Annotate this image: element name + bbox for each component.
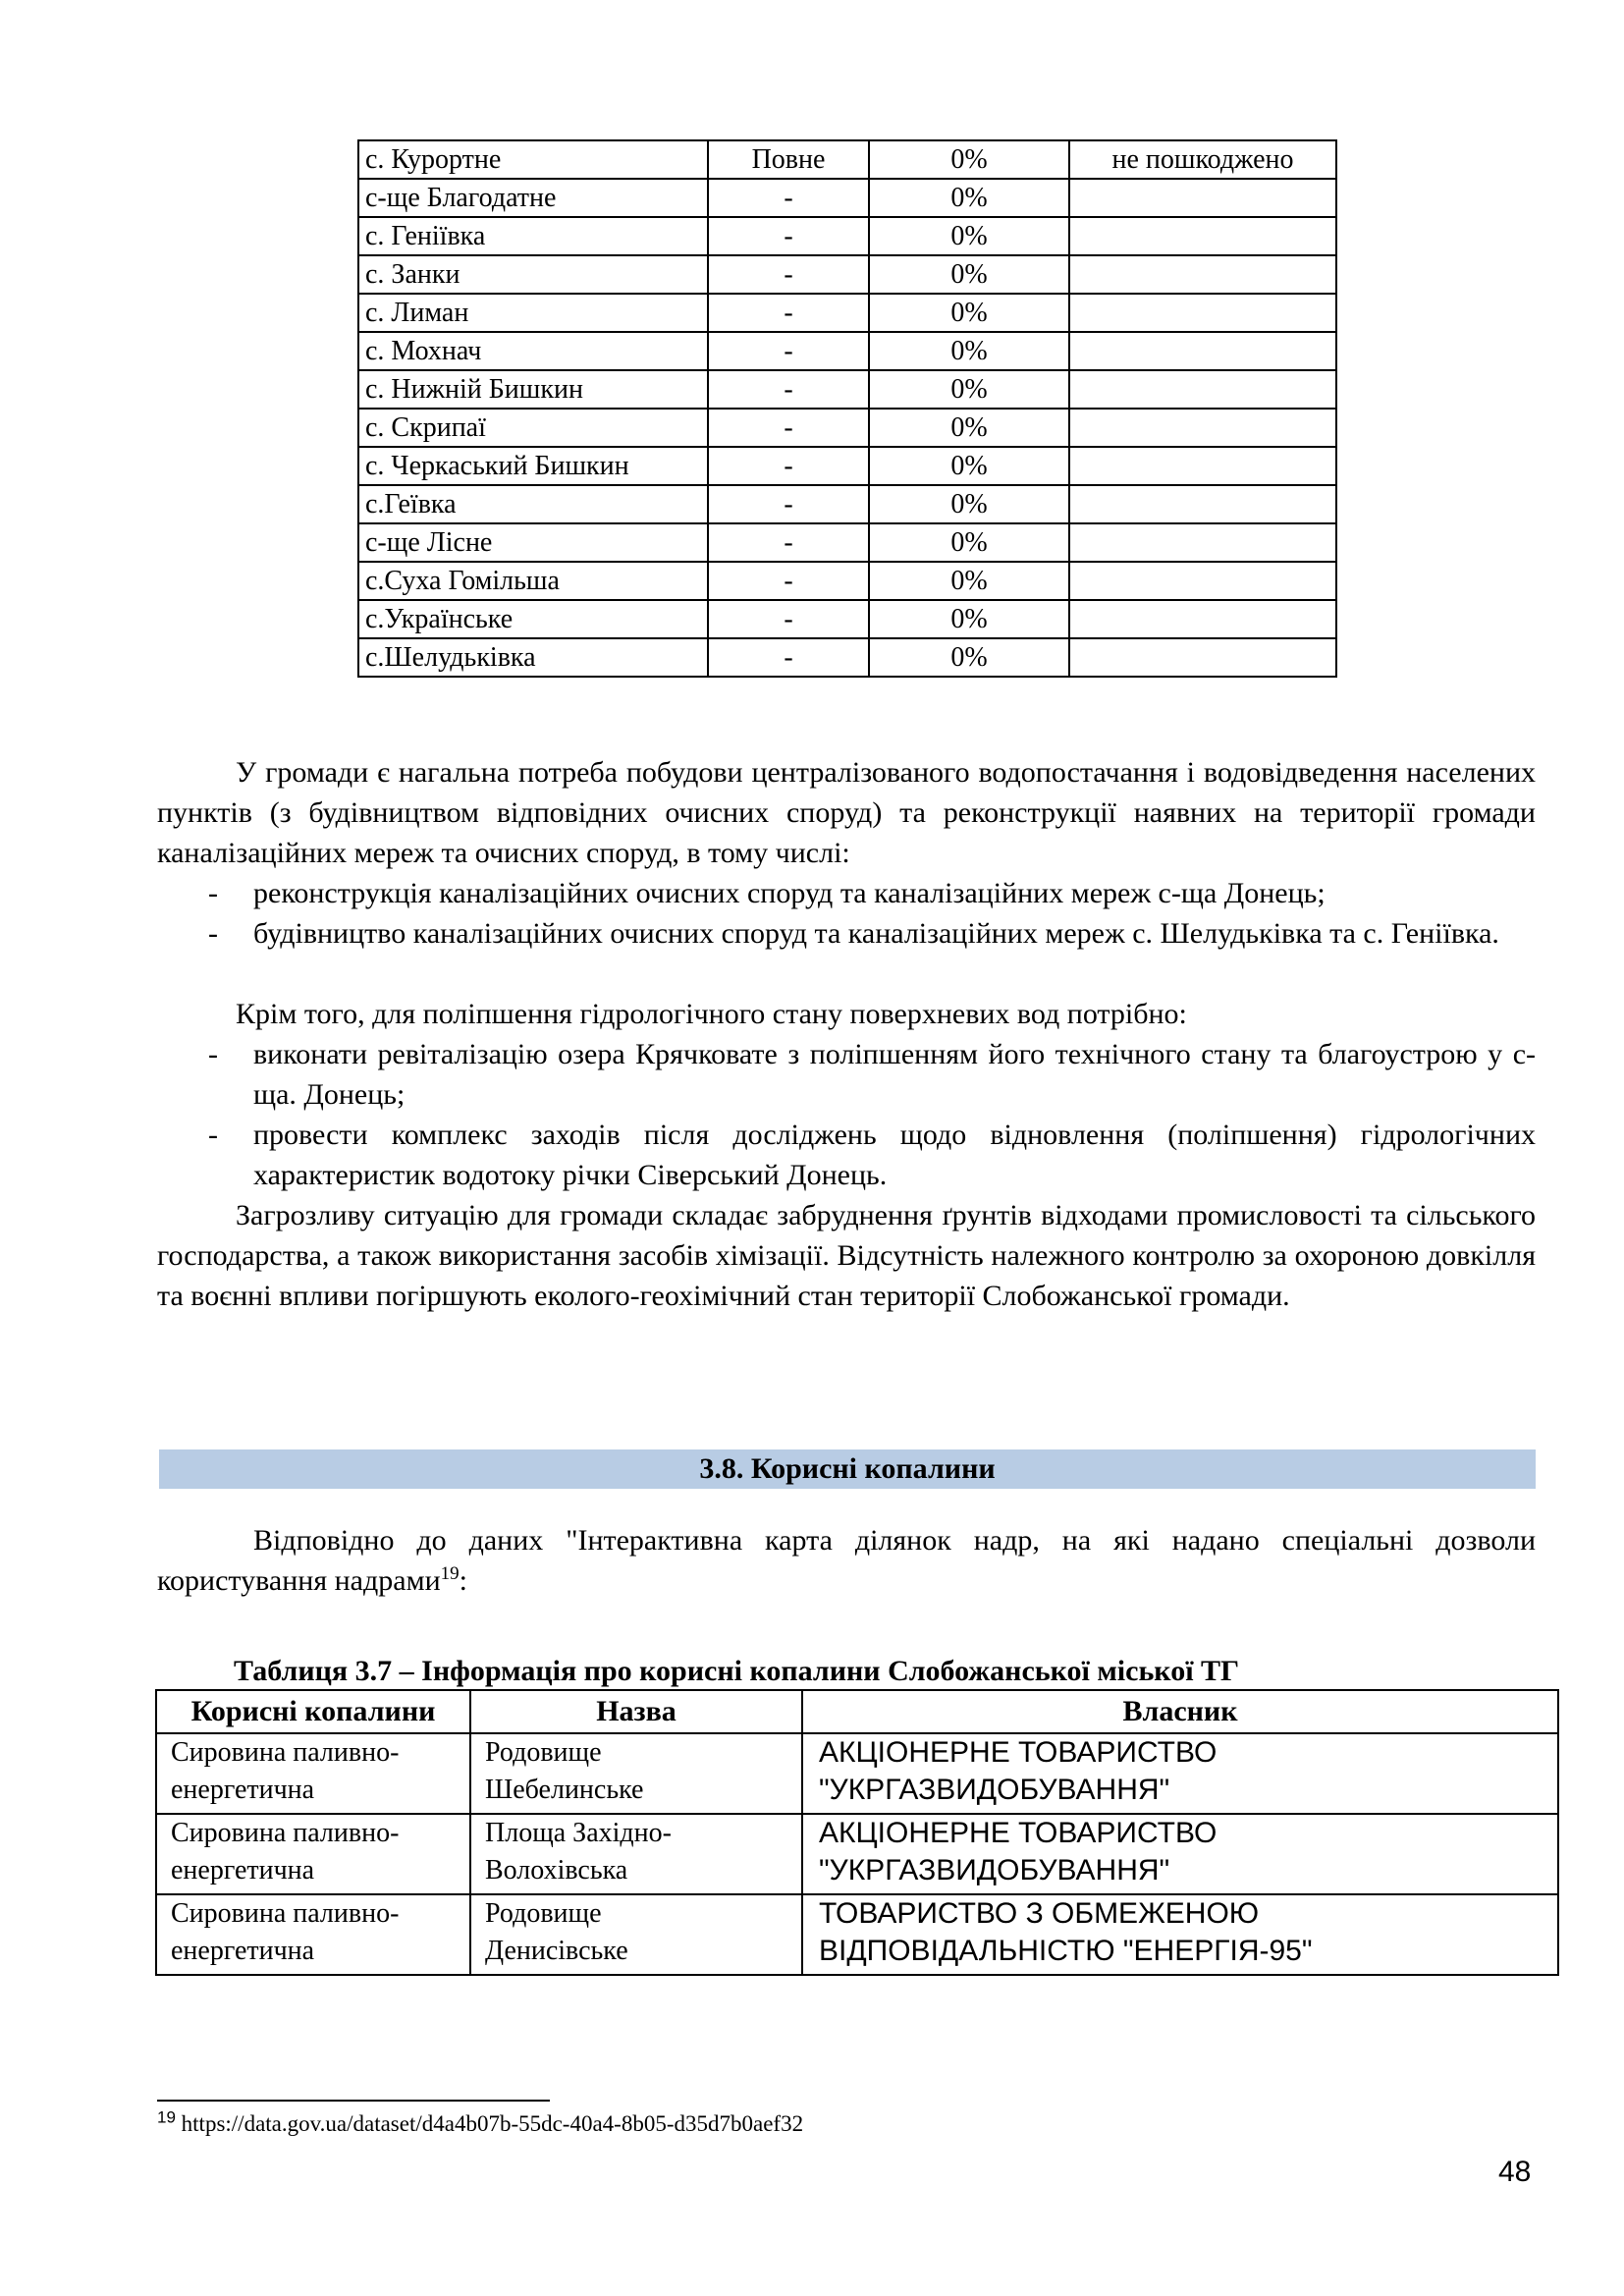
cell-owner xyxy=(802,1733,1558,1814)
cell-supply: - xyxy=(708,638,869,677)
column-header: Назва xyxy=(470,1690,802,1733)
cell-name xyxy=(470,1814,802,1894)
cell-line: АКЦІОНЕРНЕ ТОВАРИСТВО xyxy=(819,1817,1218,1849)
table-row xyxy=(358,140,1336,179)
table-row xyxy=(156,1814,1558,1894)
list-item-text: реконструкція каналізаційних очисних споруд та каналізаційних мереж с-ща Донець; xyxy=(253,877,1326,909)
paragraph-soil-pollution: Загрозливу ситуацію для громади складає забруднення ґрунтів відходами промисловості та сільського господарства, а також використання засобів хімізації. Відсутність належного контролю за охороною довкілля та воєнні впливи погіршують еколого-геохімічний стан території Слобожанської громади. xyxy=(157,1199,1536,1312)
cell-line: ВІДПОВІДАЛЬНІСТЮ "ЕНЕРГІЯ-95" xyxy=(819,1935,1313,1967)
cell-line: енергетична xyxy=(171,1855,315,1886)
column-header: Корисні копалини xyxy=(156,1690,470,1733)
cell-percent: 0% xyxy=(869,409,1069,447)
cell-status xyxy=(1069,523,1336,562)
footnote xyxy=(157,2109,803,2139)
cell-percent: 0% xyxy=(869,294,1069,332)
cell-supply: - xyxy=(708,294,869,332)
table-row xyxy=(358,447,1336,485)
cell-place: с. Черкаський Бишкин xyxy=(358,447,708,485)
page-number: 48 xyxy=(1498,2156,1532,2188)
cell-place: с-ще Благодатне xyxy=(358,179,708,217)
cell-status xyxy=(1069,600,1336,638)
cell-supply: - xyxy=(708,217,869,255)
cell-supply: Повне xyxy=(708,140,869,179)
cell-line: Денисівське xyxy=(485,1936,628,1966)
cell-place: с.Українське xyxy=(358,600,708,638)
cell-status xyxy=(1069,447,1336,485)
minerals-table xyxy=(155,1689,1559,1976)
list-item xyxy=(157,913,1536,954)
table-row xyxy=(358,409,1336,447)
list-dash: - xyxy=(208,917,218,950)
cell-supply: - xyxy=(708,179,869,217)
cell-percent: 0% xyxy=(869,562,1069,600)
paragraph-water-need: У громади є нагальна потреба побудови централізованого водопостачання і водовідведення населених пунктів (з будівництвом відповідних очисних споруд) та реконструкції наявних на території громади каналізаційних мереж та очисних споруд, в тому числі: xyxy=(157,756,1536,869)
cell-line: Родовище xyxy=(485,1737,602,1768)
cell-type xyxy=(156,1894,470,1975)
cell-percent: 0% xyxy=(869,485,1069,523)
cell-place: с. Скрипаї xyxy=(358,409,708,447)
footnote-number: 19 xyxy=(157,2107,176,2127)
table-row xyxy=(358,600,1336,638)
cell-percent: 0% xyxy=(869,217,1069,255)
cell-status xyxy=(1069,332,1336,370)
cell-line: енергетична xyxy=(171,1936,315,1966)
cell-owner xyxy=(802,1814,1558,1894)
table-row xyxy=(156,1733,1558,1814)
section-header xyxy=(159,1449,1536,1489)
section-intro xyxy=(157,1520,1536,1601)
table-row xyxy=(358,294,1336,332)
paragraph-hydrology: Крім того, для поліпшення гідрологічного стану поверхневих вод потрібно: xyxy=(236,998,1187,1030)
section-intro-text: Відповідно до даних "Інтерактивна карта ділянок надр, на які надано спеціальні дозволи користування надрами xyxy=(157,1524,1536,1597)
cell-line: Волохівська xyxy=(485,1855,628,1886)
table-row xyxy=(358,638,1336,677)
cell-line: Сировина паливно- xyxy=(171,1898,400,1929)
cell-status xyxy=(1069,294,1336,332)
cell-supply: - xyxy=(708,255,869,294)
cell-status xyxy=(1069,485,1336,523)
cell-line: ТОВАРИСТВО З ОБМЕЖЕНОЮ xyxy=(819,1897,1260,1930)
list-item-text: виконати ревіталізацію озера Крячковате з поліпшенням його технічного стану та благоустрою у с-ща. Донець; xyxy=(253,1038,1536,1111)
cell-supply: - xyxy=(708,370,869,409)
section-title: 3.8. Корисні копалини xyxy=(699,1452,996,1485)
list-item xyxy=(157,873,1536,913)
cell-status xyxy=(1069,255,1336,294)
list-dash: - xyxy=(208,1119,218,1151)
footnote-reference: 19 xyxy=(440,1563,460,1584)
cell-status xyxy=(1069,638,1336,677)
footnote-divider xyxy=(157,2100,550,2102)
cell-type xyxy=(156,1814,470,1894)
cell-percent: 0% xyxy=(869,447,1069,485)
list-item-text: будівництво каналізаційних очисних споруд та каналізаційних мереж с. Шелудьківка та с. Геніївка. xyxy=(253,917,1499,950)
cell-percent: 0% xyxy=(869,523,1069,562)
cell-place: с. Мохнач xyxy=(358,332,708,370)
cell-status xyxy=(1069,217,1336,255)
footnote-link[interactable]: https://data.gov.ua/dataset/d4a4b07b-55dc-40a4-8b05-d35d7b0aef32 xyxy=(181,2111,804,2136)
table-caption: Таблиця 3.7 – Інформація про корисні копалини Слобожанської міської ТГ xyxy=(234,1655,1240,1687)
table-row xyxy=(156,1894,1558,1975)
cell-status xyxy=(1069,370,1336,409)
cell-line: Сировина паливно- xyxy=(171,1818,400,1848)
table-row xyxy=(358,217,1336,255)
minerals-table-body xyxy=(156,1733,1558,1975)
cell-percent: 0% xyxy=(869,638,1069,677)
cell-type xyxy=(156,1733,470,1814)
cell-line: "УКРГАЗВИДОБУВАННЯ" xyxy=(819,1854,1170,1886)
cell-percent: 0% xyxy=(869,255,1069,294)
cell-line: АКЦІОНЕРНЕ ТОВАРИСТВО xyxy=(819,1736,1218,1769)
cell-supply: - xyxy=(708,562,869,600)
table-row xyxy=(358,562,1336,600)
table-row xyxy=(358,179,1336,217)
cell-place: с. Занки xyxy=(358,255,708,294)
section-intro-end: : xyxy=(459,1564,467,1597)
cell-supply: - xyxy=(708,332,869,370)
cell-supply: - xyxy=(708,485,869,523)
cell-name xyxy=(470,1894,802,1975)
cell-line: енергетична xyxy=(171,1775,315,1805)
cell-line: Родовище xyxy=(485,1898,602,1929)
cell-line: Площа Західно- xyxy=(485,1818,672,1848)
list-item xyxy=(157,1034,1536,1115)
cell-place: с.Суха Гомільша xyxy=(358,562,708,600)
table-row xyxy=(358,523,1336,562)
cell-percent: 0% xyxy=(869,600,1069,638)
cell-percent: 0% xyxy=(869,140,1069,179)
cell-status xyxy=(1069,409,1336,447)
cell-supply: - xyxy=(708,447,869,485)
cell-percent: 0% xyxy=(869,370,1069,409)
list-item xyxy=(157,1115,1536,1195)
cell-name xyxy=(470,1733,802,1814)
cell-place: с. Курортне xyxy=(358,140,708,179)
water-supply-table xyxy=(357,139,1337,678)
table-row xyxy=(358,255,1336,294)
cell-place: с.Шелудьківка xyxy=(358,638,708,677)
column-header: Власник xyxy=(802,1690,1558,1733)
list-item-text: провести комплекс заходів після досліджень щодо відновлення (поліпшення) гідрологічних характеристик водотоку річки Сіверський Донець. xyxy=(253,1119,1536,1191)
cell-supply: - xyxy=(708,409,869,447)
cell-place: с-ще Лісне xyxy=(358,523,708,562)
cell-line: "УКРГАЗВИДОБУВАННЯ" xyxy=(819,1774,1170,1806)
water-supply-table-body xyxy=(358,140,1336,677)
list-dash: - xyxy=(208,877,218,909)
cell-place: с. Геніївка xyxy=(358,217,708,255)
cell-place: с. Лиман xyxy=(358,294,708,332)
cell-status: не пошкоджено xyxy=(1069,140,1336,179)
cell-owner xyxy=(802,1894,1558,1975)
table-row xyxy=(358,370,1336,409)
cell-percent: 0% xyxy=(869,179,1069,217)
table-row xyxy=(358,332,1336,370)
cell-line: Шебелинське xyxy=(485,1775,644,1805)
cell-percent: 0% xyxy=(869,332,1069,370)
table-row xyxy=(358,485,1336,523)
cell-status xyxy=(1069,562,1336,600)
cell-line: Сировина паливно- xyxy=(171,1737,400,1768)
cell-supply: - xyxy=(708,523,869,562)
cell-supply: - xyxy=(708,600,869,638)
table-header-row xyxy=(156,1690,1558,1733)
cell-place: с.Геївка xyxy=(358,485,708,523)
cell-status xyxy=(1069,179,1336,217)
list-dash: - xyxy=(208,1038,218,1070)
cell-place: с. Нижній Бишкин xyxy=(358,370,708,409)
